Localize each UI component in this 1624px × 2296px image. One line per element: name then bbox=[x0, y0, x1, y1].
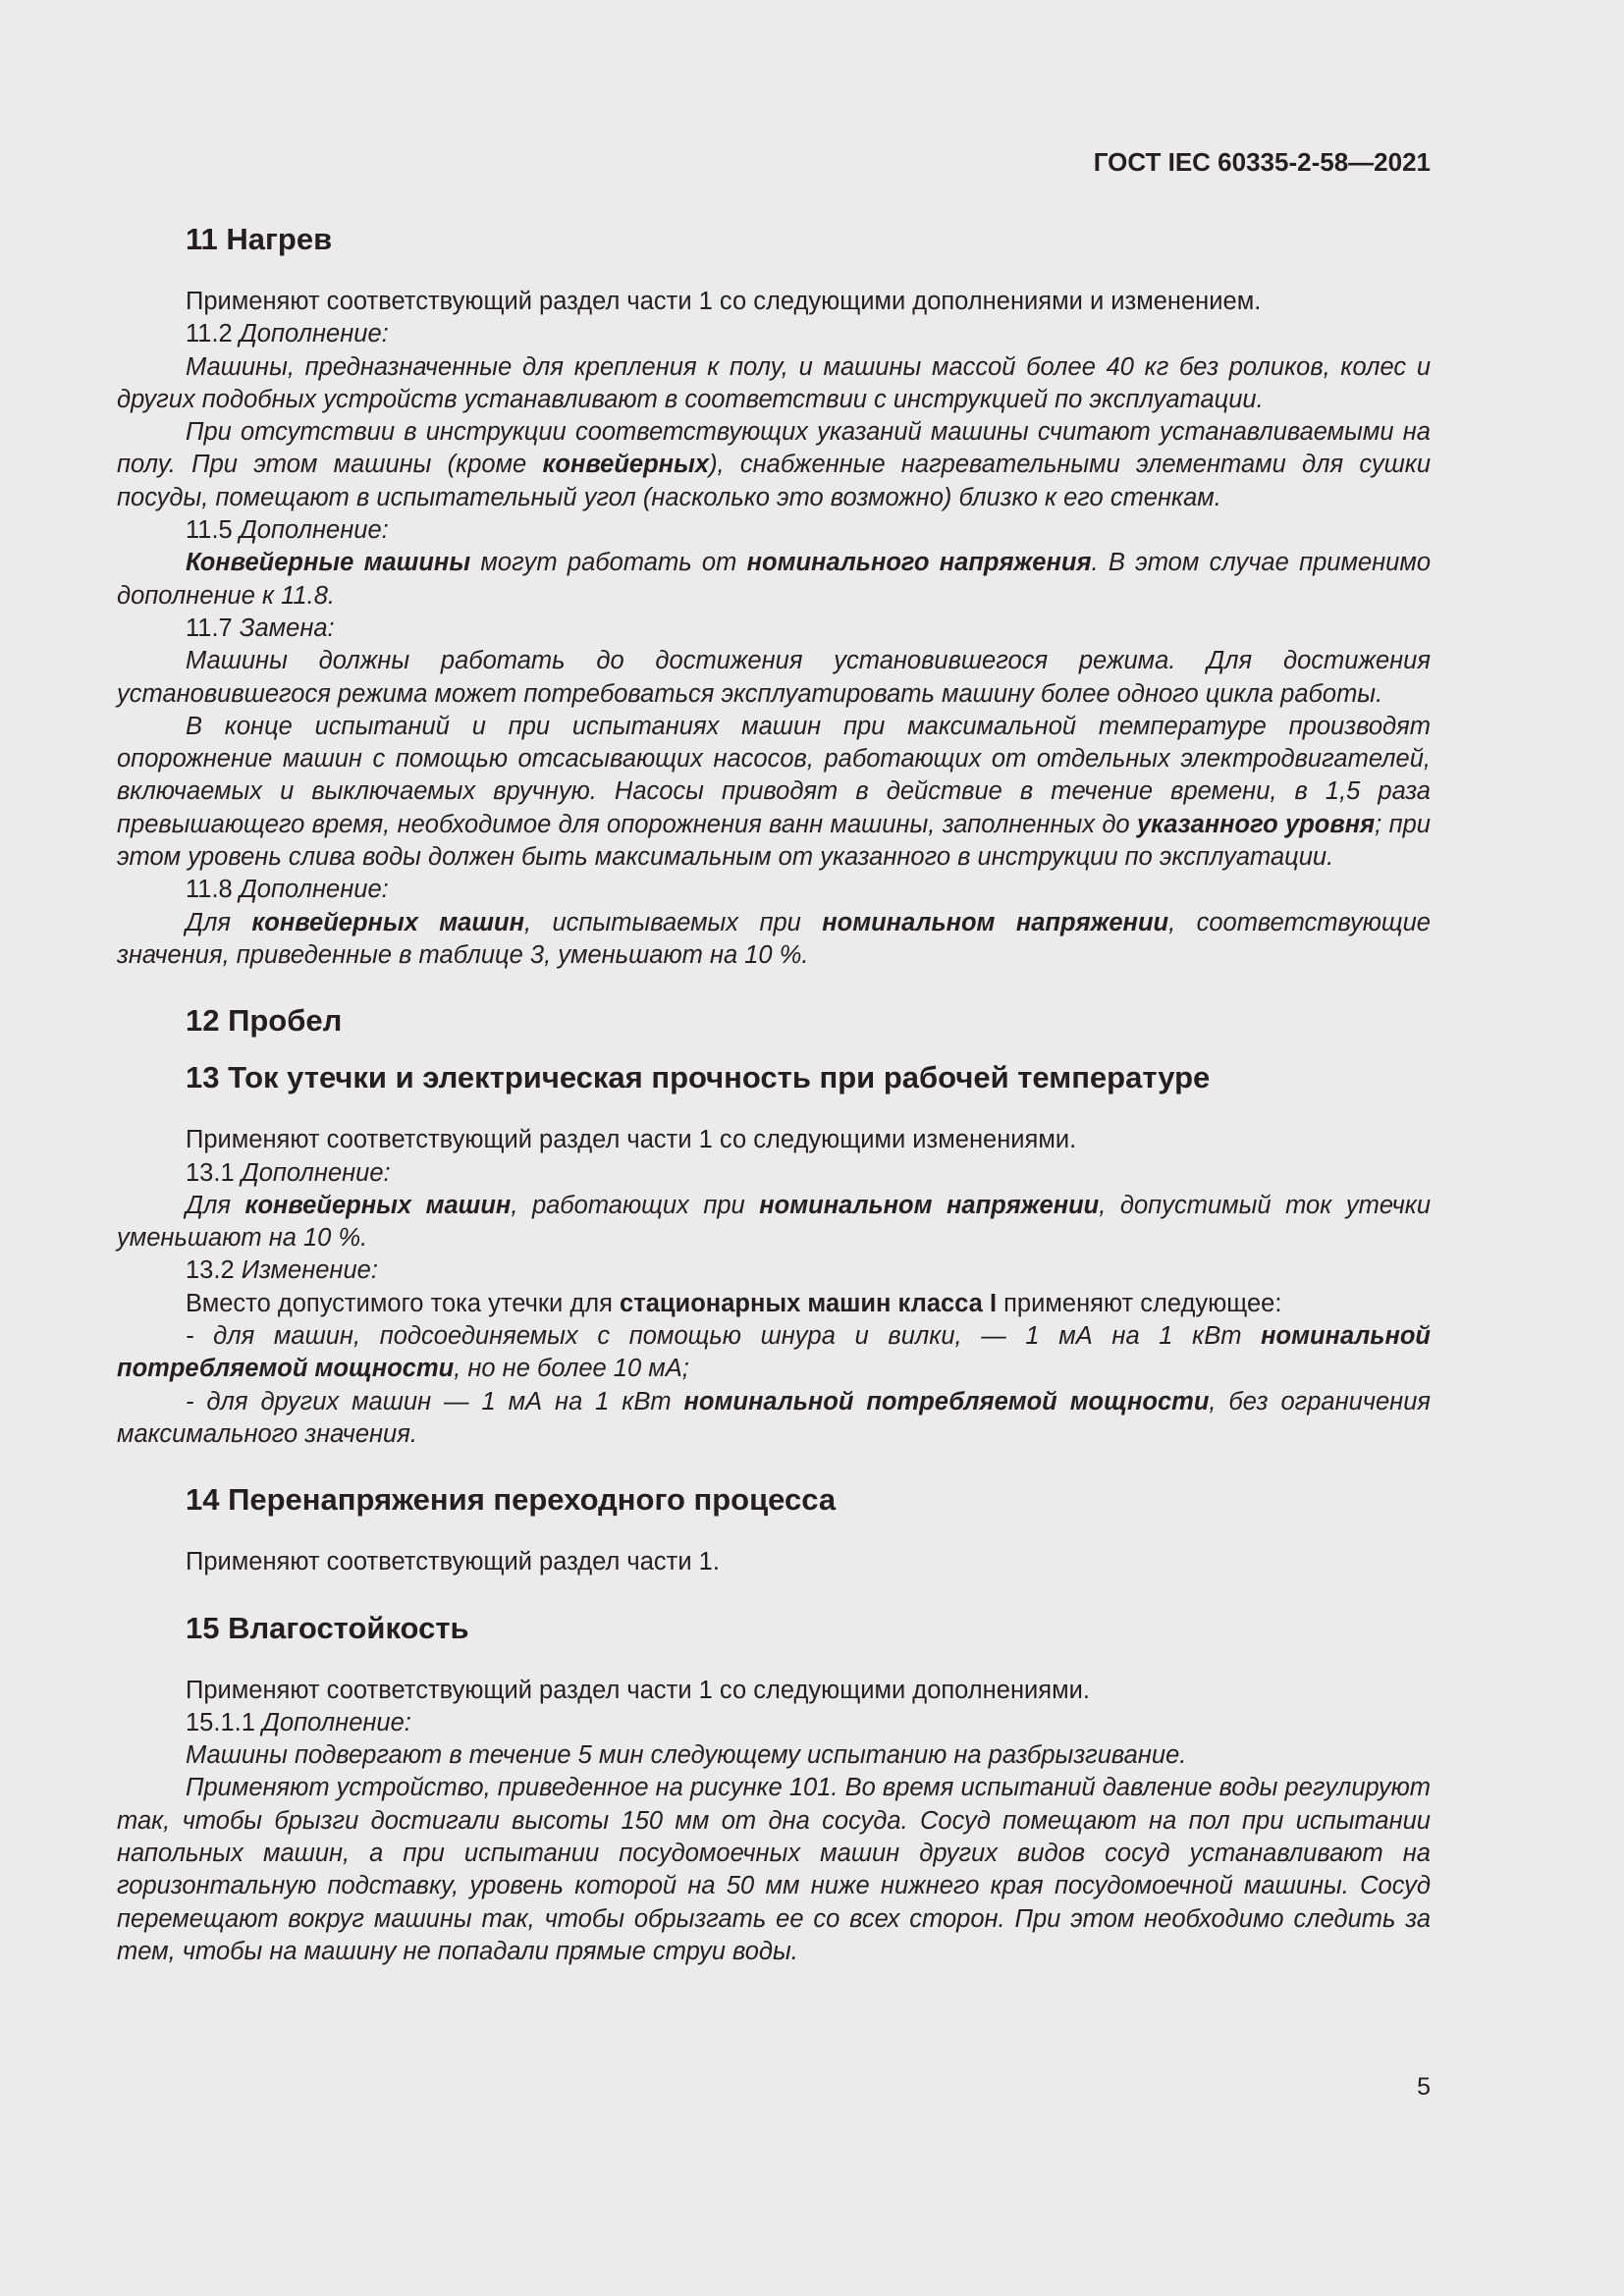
list-item-13-2-a: - для машин, подсоединяемых с помощью шнура и вилки, — 1 мА на 1 кВт номинальной потребляемой мощности, но не более 10 мА; bbox=[117, 1322, 1431, 1383]
paragraph-13-1: Для конвейерных машин, работающих при номинальном напряжении, допустимый ток утечки уменьшают на 10 %. bbox=[117, 1191, 1431, 1253]
list-item-13-2-b: - для других машин — 1 мА на 1 кВт номинальной потребляемой мощности, без ограничения максимального значения. bbox=[117, 1387, 1432, 1448]
paragraph-13-2-intro: Вместо допустимого тока утечки для стационарных машин класса I применяют следующее: bbox=[186, 1289, 1282, 1317]
clause-number: 13.2 bbox=[186, 1256, 235, 1285]
term-rated-power-input: номинальной потребляемой мощности bbox=[117, 1322, 1431, 1383]
clause-type: Изменение: bbox=[241, 1256, 378, 1285]
clause-type: Дополнение: bbox=[239, 876, 389, 904]
term-conveyor-machines: Конвейерные машины bbox=[186, 549, 471, 577]
paragraph-11-7-b: В конце испытаний и при испытаниях машин при максимальной температуре производят опорожнение машин с помощью отсасывающих насосов, работающих от отдельных электродвигателей, включаемых и выключаемых вручную. Насосы приводят в действие в течение времени, в 1,5 раза превышающего время, необходимое для опорожнения ванн машины, заполненных до указанного уровня; при этом уровень слива воды должен быть максимальным от указанного в инструкции по эксплуатации. bbox=[117, 712, 1431, 872]
term-rated-voltage: номинального напряжения bbox=[746, 549, 1092, 577]
clause-type: Дополнение: bbox=[239, 320, 389, 348]
clause-13-1-label bbox=[117, 1157, 1431, 1190]
page-content bbox=[117, 220, 1431, 1968]
clause-11-2-label bbox=[117, 318, 1431, 350]
paragraph-11-2-b: При отсутствии в инструкции соответствующих указаний машины считают устанавливаемыми на полу. При этом машины (кроме конвейерных), снабженные нагревательными элементами для сушки посуды, помещают в испытательный угол (насколько это возможно) близко к его стенкам. bbox=[117, 418, 1432, 511]
section-14-heading: 14 Перенапряжения переходного процесса bbox=[186, 1482, 837, 1518]
paragraph-15-1-1-b: Применяют устройство, приведенное на рисунке 101. Во время испытаний давление воды регулируют так, чтобы брызги достигали высоты 150 мм от дна сосуда. Сосуд помещают на пол при испытании напольных машин, а при испытании посудомоечных машин других видов сосуд устанавливают на горизонтальную подставку, уровень которой на 50 мм ниже нижнего края посудомоечной машины. Сосуд перемещают вокруг машины так, чтобы обрызгать ее со всех сторон. При этом необходимо следить за тем, чтобы на машину не попадали прямые струи воды. bbox=[117, 1774, 1431, 1965]
clause-11-5-label bbox=[117, 514, 1431, 547]
clause-type: Дополнение: bbox=[262, 1708, 411, 1736]
term-stationary-class-i: стационарных машин класса I bbox=[620, 1289, 998, 1317]
clause-type: Дополнение: bbox=[239, 516, 389, 545]
section-15-intro: Применяют соответствующий раздел части 1 со следующими дополнениями. bbox=[186, 1676, 1090, 1704]
section-11-intro: Применяют соответствующий раздел части 1 со следующими дополнениями и изменением. bbox=[186, 288, 1262, 315]
clause-number: 11.8 bbox=[186, 876, 233, 904]
term-specified-level: указанного уровня bbox=[1136, 810, 1376, 838]
clause-11-7-label bbox=[117, 613, 1431, 645]
paragraph-11-2-a: Машины, предназначенные для крепления к полу, и машины массой более 40 кг без роликов, колес и других подобных устройств устанавливают в соответствии с инструкцией по эксплуатации. bbox=[117, 352, 1431, 413]
clause-number: 13.1 bbox=[186, 1158, 235, 1187]
clause-number: 15.1.1 bbox=[186, 1708, 255, 1736]
clause-type: Замена: bbox=[239, 614, 335, 642]
term-rated-voltage: номинальном напряжении bbox=[822, 908, 1169, 936]
page-number: 5 bbox=[1417, 2073, 1431, 2101]
paragraph-11-8: Для конвейерных машин, испытываемых при номинальном напряжении, соответствующие значения, приведенные в таблице 3, уменьшают на 10 %. bbox=[117, 908, 1431, 969]
section-13-intro: Применяют соответствующий раздел части 1 со следующими изменениями. bbox=[186, 1126, 1077, 1154]
paragraph-11-7-a: Машины должны работать до достижения установившегося режима. Для достижения установившегося режима может потребоваться эксплуатировать машину более одного цикла работы. bbox=[117, 647, 1431, 708]
term-rated-voltage: номинальном напряжении bbox=[759, 1191, 1100, 1219]
section-13-heading: 13 Ток утечки и электрическая прочность при рабочей температуре bbox=[186, 1060, 1211, 1095]
clause-13-2-label bbox=[117, 1255, 1431, 1287]
paragraph-11-5: Конвейерные машины могут работать от номинального напряжения. В этом случае применимо дополнение к 11.8. bbox=[117, 549, 1432, 610]
clause-number: 11.5 bbox=[186, 516, 233, 545]
section-14-intro: Применяют соответствующий раздел части 1. bbox=[186, 1548, 720, 1576]
clause-type: Дополнение: bbox=[241, 1158, 391, 1187]
paragraph-15-1-1-a: Машины подвергают в течение 5 мин следующему испытанию на разбрызгивание. bbox=[186, 1741, 1187, 1770]
clause-number: 11.2 bbox=[186, 320, 233, 348]
clause-15-1-1-label bbox=[117, 1707, 1431, 1739]
clause-number: 11.7 bbox=[186, 614, 233, 642]
document-code: ГОСТ IEC 60335-2-58—2021 bbox=[1093, 147, 1431, 177]
section-11-heading: 11 Нагрев bbox=[186, 222, 333, 256]
term-conveyor-machines: конвейерных машин bbox=[244, 1191, 512, 1219]
section-12-heading: 12 Пробел bbox=[186, 1003, 343, 1039]
term-conveyor: конвейерных bbox=[542, 451, 710, 479]
term-rated-power-input: номинальной потребляемой мощности bbox=[683, 1387, 1210, 1415]
term-conveyor-machines: конвейерных машин bbox=[251, 908, 525, 936]
section-15-heading: 15 Влагостойкость bbox=[186, 1610, 469, 1645]
clause-11-8-label bbox=[117, 874, 1431, 906]
